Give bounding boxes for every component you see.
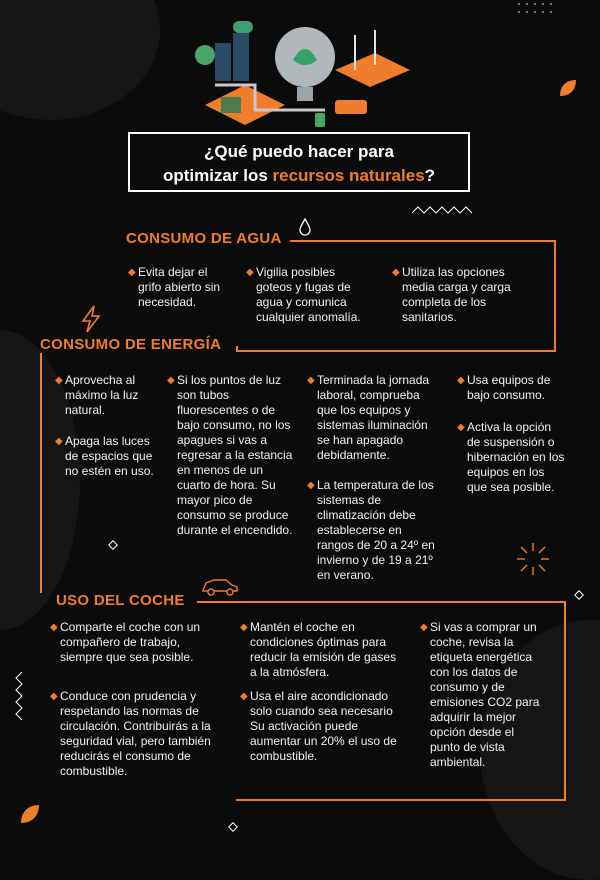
car-icon: [200, 575, 240, 597]
title-accent-text: recursos naturales: [272, 166, 425, 185]
bullet-text: Terminada la jornada laboral, comprueba que los equipos y sistemas iluminación se han apagado debidamente.: [317, 373, 430, 462]
bullet-diamond-icon: ◆: [50, 622, 58, 633]
bullet-diamond-icon: ◆: [457, 422, 465, 433]
bullet-text: Aprovecha al máximo la luz natural.: [65, 373, 139, 417]
bullet-diamond-icon: ◆: [457, 375, 465, 386]
energia-bullet-1: [55, 373, 155, 418]
section-title-agua: CONSUMO DE AGUA: [126, 230, 282, 247]
zigzag-vertical-decoration: [14, 672, 24, 722]
title-question-mark: ?: [424, 166, 436, 185]
bullet-diamond-icon: ◆: [50, 691, 58, 702]
bullet-text: Si vas a comprar un coche, revisa la etiqueta energética con los datos de consumo y de emisiones CO2 para adquirir la mejor opción desde el punto de vista ambiental.: [430, 620, 540, 769]
coche-bottom-line: [236, 799, 566, 801]
water-drop-icon: [298, 218, 312, 236]
bullet-diamond-icon: ◆: [55, 375, 63, 386]
agua-bullet-2: [246, 265, 371, 325]
title-line-2: [130, 164, 468, 188]
diamond-outline-decoration: [108, 540, 118, 550]
agua-bottom-line: [236, 350, 556, 352]
energia-bullet-5: [307, 478, 437, 583]
energia-left-line: [40, 353, 42, 593]
coche-bullet-3: [240, 620, 400, 680]
page-title: [128, 132, 470, 192]
diamond-outline-decoration: [574, 590, 584, 600]
title-line-2-text: optimizar los: [162, 166, 273, 185]
bullet-diamond-icon: ◆: [240, 622, 248, 633]
bullet-diamond-icon: ◆: [167, 375, 175, 386]
bullet-diamond-icon: ◆: [307, 375, 315, 386]
energia-bullet-4: [307, 373, 442, 463]
diamond-outline-decoration: [228, 822, 238, 832]
coche-right-line: [564, 601, 566, 801]
coche-bullet-2: [50, 689, 220, 779]
bullet-text: La temperatura de los sistemas de climatización debe establecerse en rangos de 20 a 24º en invierno y de 19 a 21º en verano.: [317, 478, 435, 582]
bullet-diamond-icon: ◆: [246, 267, 254, 278]
bullet-text: Vigilia posibles goteos y fugas de agua y comunica cualquier anomalía.: [256, 265, 361, 324]
bullet-text: Usa equipos de bajo consumo.: [467, 373, 551, 402]
agua-bullet-3: [392, 265, 512, 325]
bullet-text: Apaga las luces de espacios que no estén en uso.: [65, 434, 154, 478]
coche-bullet-5: [420, 620, 542, 770]
agua-bullet-1: [128, 265, 233, 310]
energy-city-illustration: [185, 15, 425, 135]
bullet-text: Comparte el coche con un compañero de trabajo, siempre que sea posible.: [60, 620, 201, 664]
bullet-text: Activa la opción de suspensión o hibernación en los equipos en los que sea posible.: [467, 420, 565, 494]
agua-right-line: [554, 240, 556, 352]
bullet-text: Utiliza las opciones media carga y carga completa de los sanitarios.: [402, 265, 511, 324]
bullet-text: Mantén el coche en condiciones óptimas para reducir la emisión de gases a la atmósfera.: [250, 620, 397, 679]
sun-burst-decoration: [516, 542, 550, 576]
bullet-text: Evita dejar el grifo abierto sin necesidad.: [138, 265, 221, 309]
bullet-text: Conduce con prudencia y respetando las normas de circulación. Contribuirás a la seguridad vial, pero también reducirás el consumo de combustible.: [60, 689, 211, 778]
agua-top-line: [290, 240, 555, 242]
bullet-diamond-icon: ◆: [128, 267, 136, 278]
leaf-icon: [18, 802, 42, 826]
bullet-diamond-icon: ◆: [392, 267, 400, 278]
bullet-diamond-icon: ◆: [55, 436, 63, 447]
energia-bullet-2: [55, 434, 157, 479]
background-shape: [0, 0, 160, 120]
bullet-diamond-icon: ◆: [420, 622, 428, 633]
dot-grid-decoration: [515, 0, 560, 22]
bullet-text: Usa el aire acondicionado solo cuando sea necesario Su activación puede aumentar un 20% el uso de combustible.: [250, 689, 397, 763]
section-title-energia: CONSUMO DE ENERGÍA: [40, 336, 222, 353]
lightning-icon: [80, 305, 102, 333]
bullet-text: Si los puntos de luz son tubos fluorescentes o de bajo consumo, no los apagues si vas a regresar a la estancia en menos de un cuarto de hora. Su mayor pico de consumo se produce durante el encendido.: [177, 373, 293, 537]
section-title-coche: USO DEL COCHE: [56, 592, 185, 609]
bullet-diamond-icon: ◆: [240, 691, 248, 702]
bullet-diamond-icon: ◆: [307, 480, 315, 491]
energia-top-line: [236, 346, 238, 352]
coche-bullet-1: [50, 620, 210, 665]
energia-bullet-3: [167, 373, 295, 538]
title-line-1: ¿Qué puedo hacer para: [204, 142, 394, 161]
zigzag-decoration: [412, 205, 472, 215]
coche-top-line: [197, 601, 565, 603]
energia-bullet-6: [457, 373, 562, 403]
leaf-icon: [556, 76, 580, 100]
energia-bullet-7: [457, 420, 567, 495]
coche-bullet-4: [240, 689, 400, 764]
